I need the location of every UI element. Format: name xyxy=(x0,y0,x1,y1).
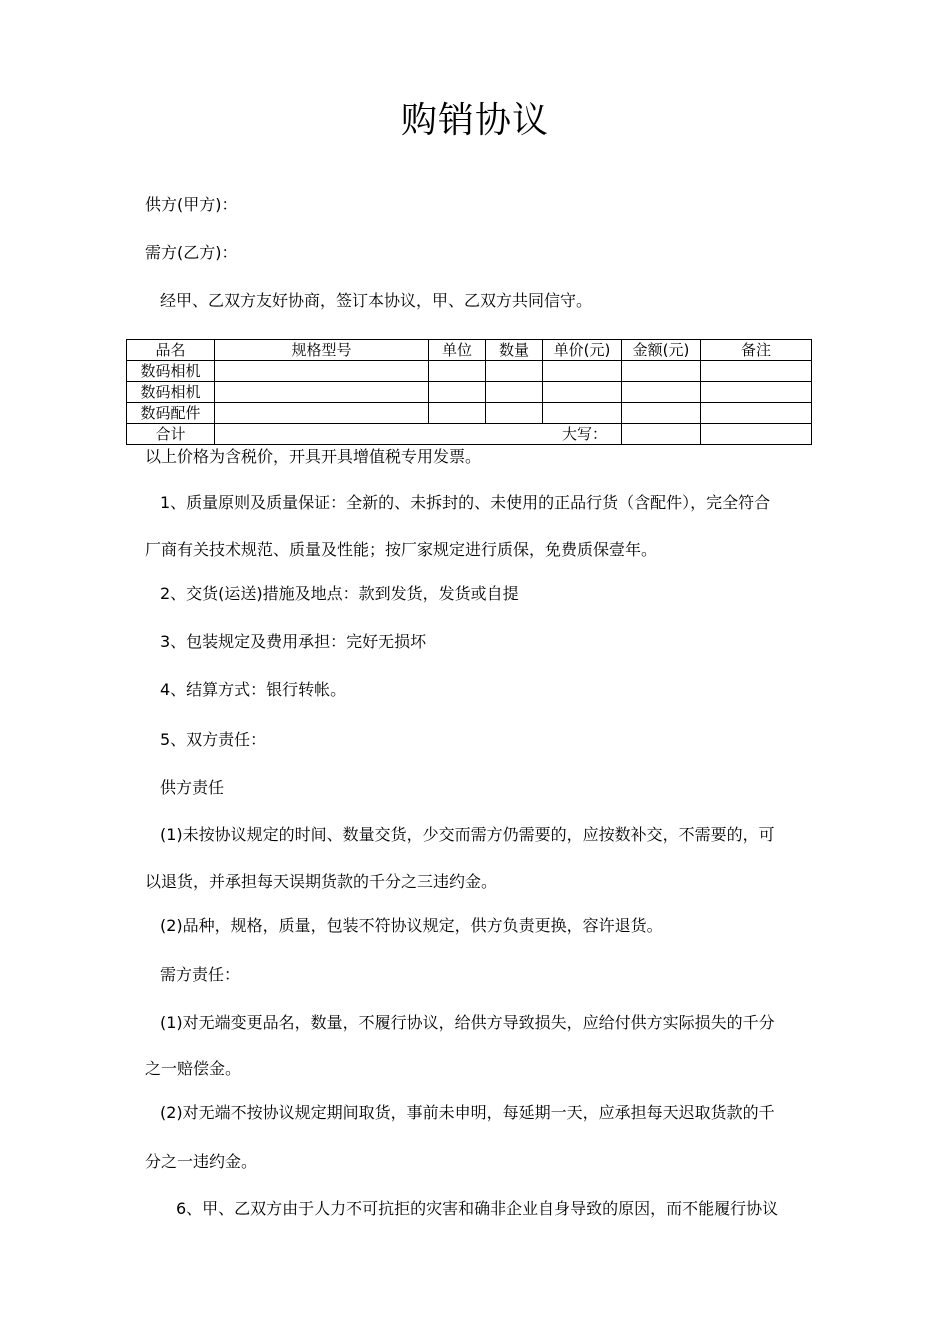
header-cell: 规格型号 xyxy=(215,340,429,361)
remark-cell xyxy=(701,403,812,424)
supplier-label: 供方(甲方)： xyxy=(145,195,238,214)
goods-table xyxy=(126,339,812,445)
unit-price-cell xyxy=(543,403,622,424)
unit-cell xyxy=(429,361,486,382)
unit-price-cell xyxy=(543,382,622,403)
spec-cell xyxy=(215,403,429,424)
amount-cell xyxy=(622,403,701,424)
header-cell: 单位 xyxy=(429,340,486,361)
quantity-cell xyxy=(486,382,543,403)
table-row xyxy=(127,361,812,382)
header-cell: 数量 xyxy=(486,340,543,361)
clause-1-line-2: 厂商有关技术规范、质量及性能；按厂家规定进行质保，免费质保壹年。 xyxy=(145,540,658,559)
buyer-label: 需方(乙方)： xyxy=(145,243,238,262)
supplier-resp-1-line-1: (1)未按协议规定的时间、数量交货，少交而需方仍需要的，应按数补交，不需要的，可 xyxy=(160,825,775,844)
buyer-resp-2-line-1: (2)对无端不按协议规定期间取货，事前未申明，每延期一天，应承担每天迟取货款的千 xyxy=(160,1103,775,1122)
product-name-cell: 数码配件 xyxy=(127,403,215,424)
amount-in-words-label: 大写： xyxy=(215,424,622,445)
product-name-cell: 数码相机 xyxy=(127,382,215,403)
clause-4: 4、结算方式：银行转帐。 xyxy=(160,680,347,699)
header-cell: 备注 xyxy=(701,340,812,361)
clause-2: 2、交货(运送)措施及地点：款到发货，发货或自提 xyxy=(160,584,519,603)
amount-cell xyxy=(622,361,701,382)
supplier-resp-2: (2)品种，规格，质量，包装不符协议规定，供方负责更换，容许退货。 xyxy=(160,916,663,935)
spec-cell xyxy=(215,382,429,403)
buyer-resp-1-line-2: 之一赔偿金。 xyxy=(145,1059,242,1078)
total-label: 合计 xyxy=(127,424,215,445)
clause-6-line-1: 6、甲、乙双方由于人力不可抗拒的灾害和确非企业自身导致的原因，而不能履行协议 xyxy=(176,1199,779,1218)
table-row xyxy=(127,403,812,424)
unit-cell xyxy=(429,403,486,424)
remark-cell xyxy=(701,361,812,382)
header-cell: 金额(元) xyxy=(622,340,701,361)
buyer-resp-1-line-1: (1)对无端变更品名，数量，不履行协议，给供方导致损失，应给付供方实际损失的千分 xyxy=(160,1013,775,1032)
spec-cell xyxy=(215,361,429,382)
table-row xyxy=(127,382,812,403)
remark-cell xyxy=(701,382,812,403)
price-note: 以上价格为含税价，开具开具增值税专用发票。 xyxy=(145,447,482,466)
supplier-responsibility-heading: 供方责任 xyxy=(160,778,225,797)
amount-cell xyxy=(622,382,701,403)
supplier-resp-1-line-2: 以退货，并承担每天误期货款的千分之三违约金。 xyxy=(145,872,498,891)
clause-1-line-1: 1、质量原则及质量保证：全新的、未拆封的、未使用的正品行货（含配件），完全符合 xyxy=(160,493,771,512)
quantity-cell xyxy=(486,361,543,382)
clause-5: 5、双方责任： xyxy=(160,730,267,749)
intro-text: 经甲、乙双方友好协商，签订本协议，甲、乙双方共同信守。 xyxy=(160,291,593,310)
product-name-cell: 数码相机 xyxy=(127,361,215,382)
header-cell: 品名 xyxy=(127,340,215,361)
header-cell: 单价(元) xyxy=(543,340,622,361)
clause-3: 3、包装规定及费用承担：完好无损坏 xyxy=(160,632,427,651)
unit-price-cell xyxy=(543,361,622,382)
unit-cell xyxy=(429,382,486,403)
table-total-row xyxy=(127,424,812,445)
buyer-responsibility-heading: 需方责任： xyxy=(160,965,241,984)
total-remark-cell xyxy=(701,424,812,445)
buyer-resp-2-line-2: 分之一违约金。 xyxy=(145,1152,258,1171)
total-amount-cell xyxy=(622,424,701,445)
quantity-cell xyxy=(486,403,543,424)
table-header-row xyxy=(127,340,812,361)
document-title: 购销协议 xyxy=(400,100,549,141)
